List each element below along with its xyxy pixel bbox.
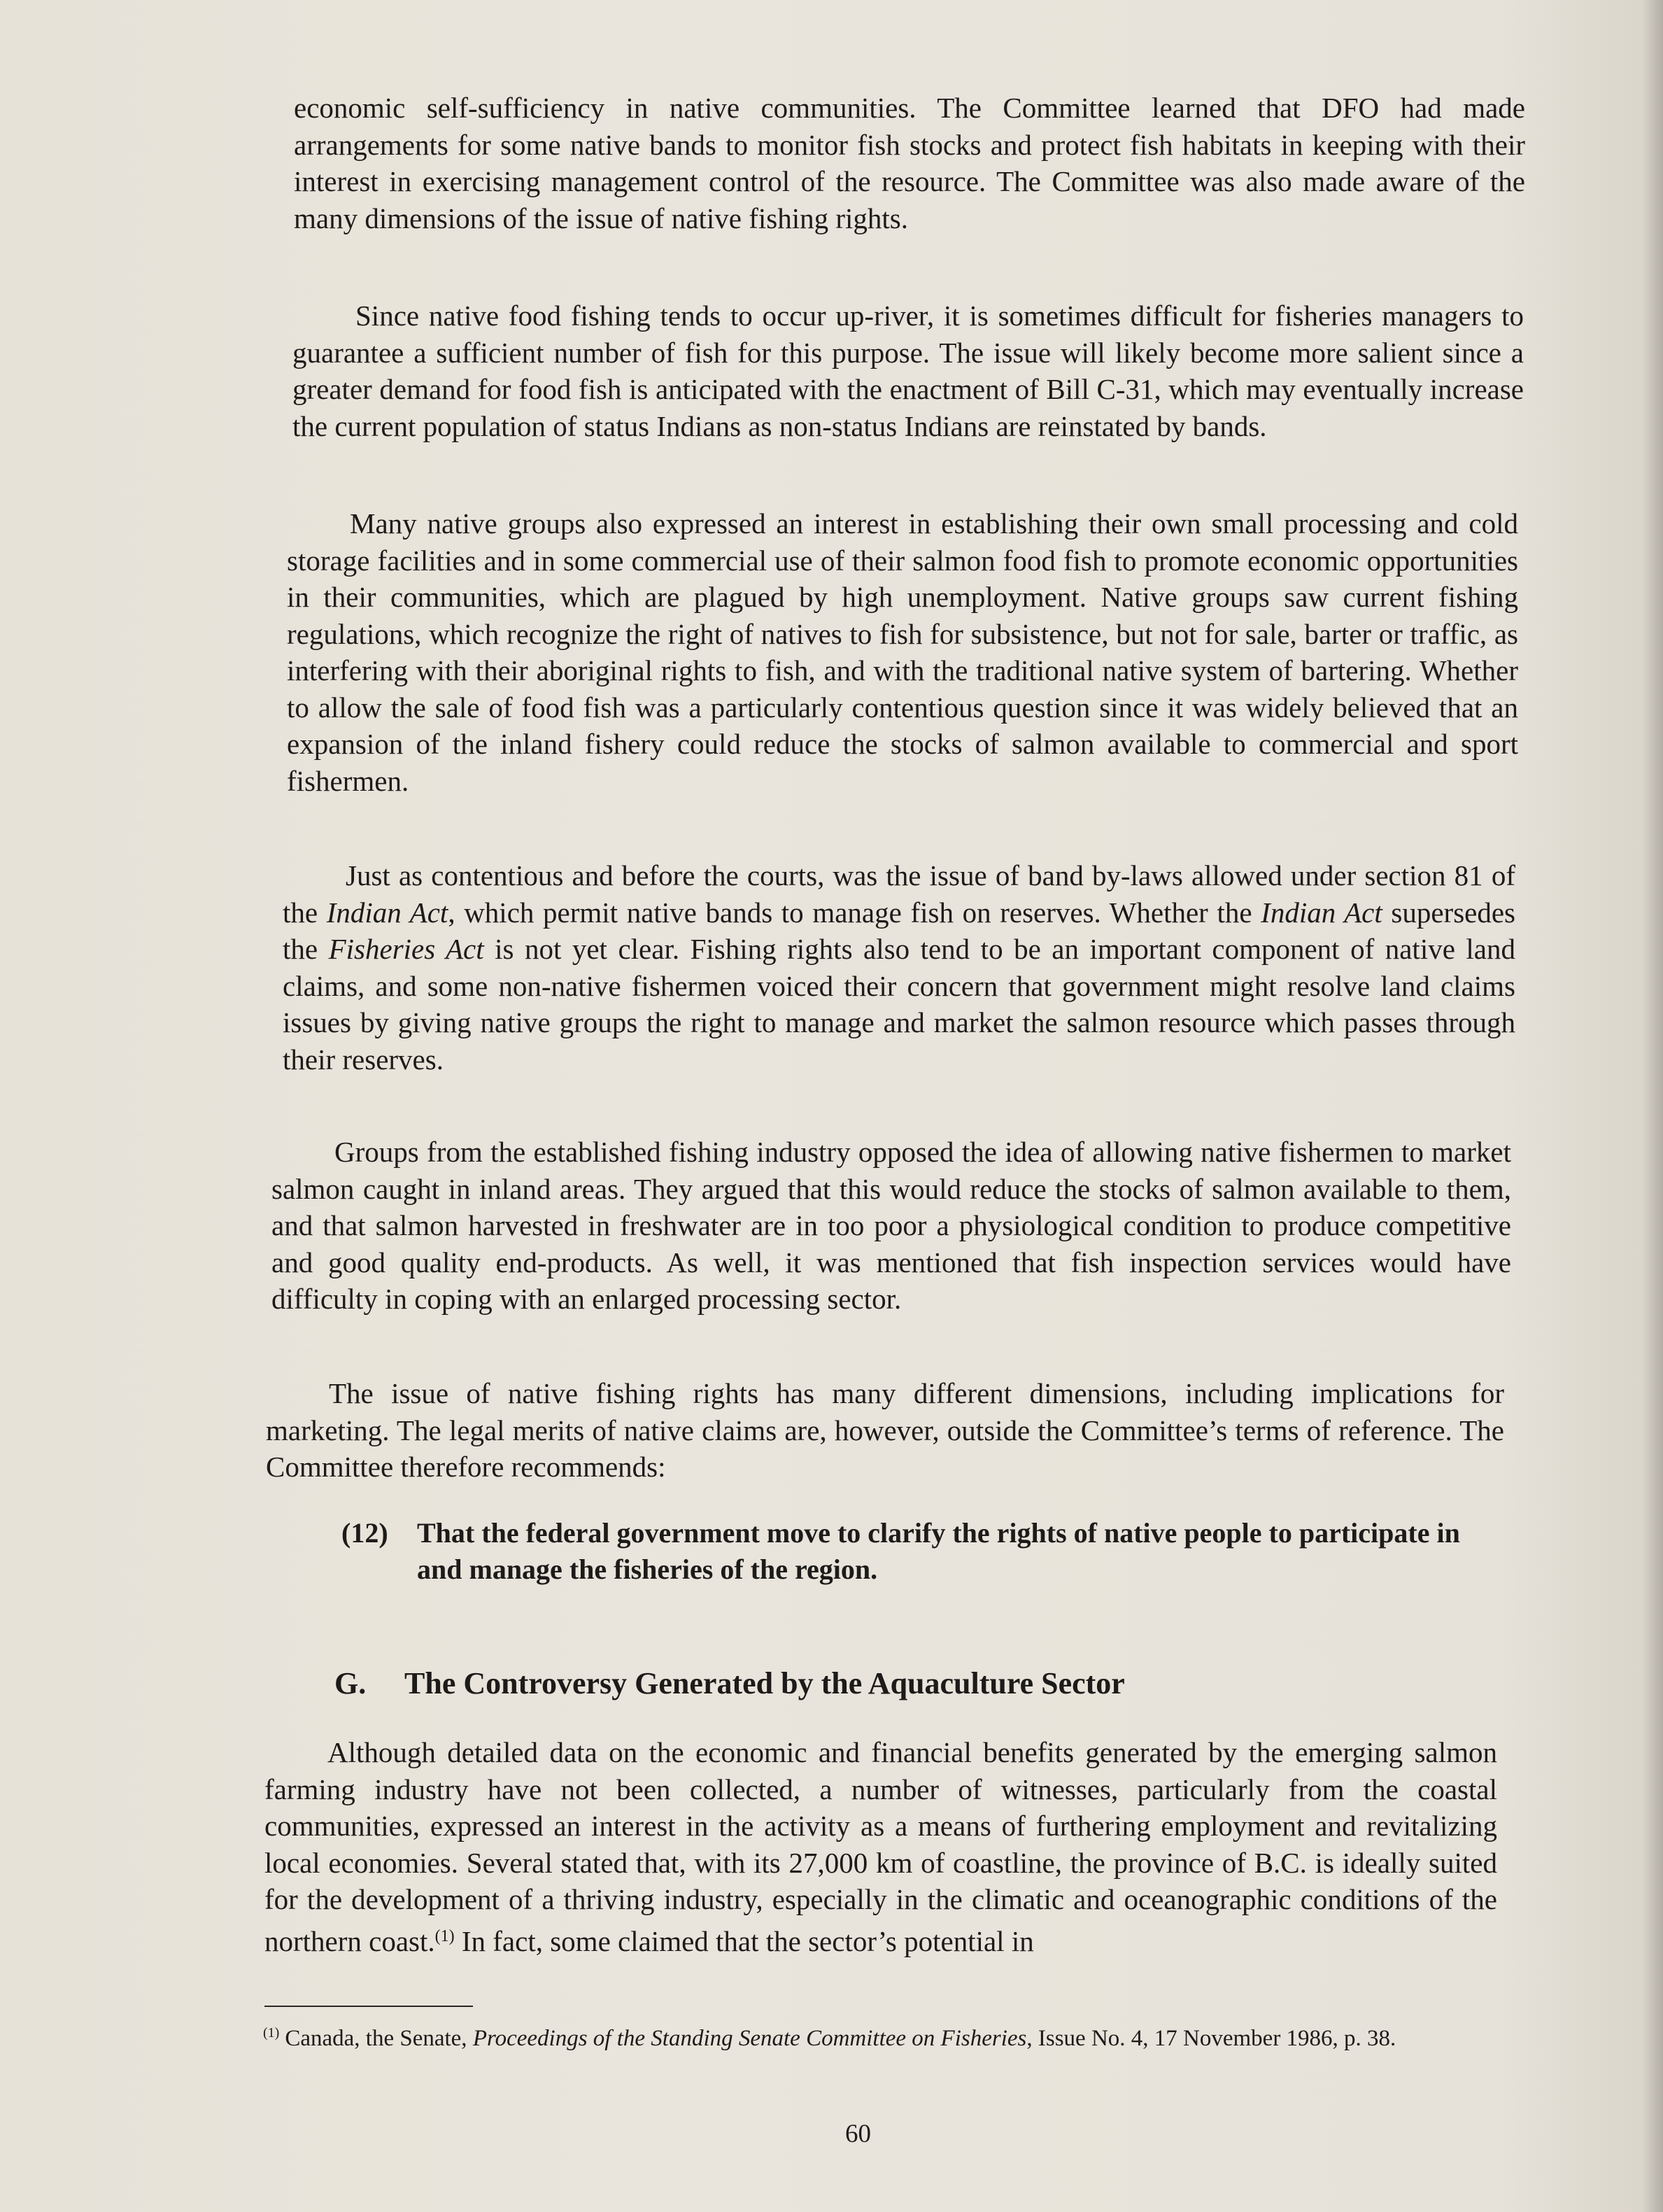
paragraph-5 (271, 1134, 1511, 1318)
recommendation-text: That the federal government move to clarify the rights of native people to participate in and manage the fisheries of the region. (417, 1517, 1460, 1585)
paragraph-4 (283, 857, 1515, 1078)
paragraph-3-text: Many native groups also expressed an interest in establishing their own small processing and cold storage facilities and in some commercial use of their salmon food fish to promote economic opportunities in their communities, which are plagued by high unemployment. Native groups saw current fishing regulations, which recognize the right of natives to fish for subsistence, but not for sale, barter or traffic, as interfering with their aboriginal rights to fish, and with the traditional native system of bartering. Whether to allow the sale of food fish was a particularly contentious question since it was widely believed that an expansion of the inland fishery could reduce the stocks of salmon available to commercial and sport fishermen. (287, 507, 1518, 797)
paragraph-3 (287, 505, 1518, 799)
indian-act-citation: Indian Act (326, 896, 448, 929)
recommendation-12 (341, 1515, 1489, 1588)
section-heading (334, 1664, 1125, 1703)
paragraph-4-text-a: Just as contentious and before the courts, was the issue of band by-laws allowed under section 81 of the (283, 859, 1515, 929)
paragraph-5-text: Groups from the established fishing industry opposed the idea of allowing native fishermen to market salmon caught in inland areas. They argued that this would reduce the stocks of salmon available to them, and that salmon harvested in freshwater are in too poor a physiological condition to produce competitive and good quality end-products. As well, it was mentioned that fish inspection services would have difficulty in coping with an enlarged processing sector. (271, 1136, 1511, 1315)
page-edge-shadow (1642, 0, 1663, 2212)
paragraph-2 (292, 297, 1524, 444)
paragraph-2-text: Since native food fishing tends to occur up-river, it is sometimes difficult for fisheries managers to guarantee a sufficient number of fish for this purpose. The issue will likely become more salient since a greater demand for food fish is anticipated with the enactment of Bill C-31, which may eventually increase the current population of status Indians as non-status Indians are reinstated by bands. (292, 300, 1524, 442)
recommendation-number: (12) (341, 1517, 388, 1549)
footnote-reference[interactable]: (1) (434, 1926, 455, 1945)
paragraph-7-text-b: In fact, some claimed that the sector’s potential in (454, 1924, 1034, 1957)
footnote-mark: (1) (263, 2025, 280, 2041)
section-letter: G. (334, 1666, 367, 1700)
footnote-divider (264, 2006, 473, 2007)
paragraph-7 (264, 1734, 1497, 1959)
indian-act-citation: Indian Act (1261, 896, 1382, 929)
footnote-text-b: , Issue No. 4, 17 November 1986, p. 38. (1026, 2026, 1396, 2051)
paragraph-4-text-b: , which permit native bands to manage fish on reserves. Whether the (448, 896, 1261, 929)
fisheries-act-citation: Fisheries Act (328, 933, 484, 965)
paragraph-1 (294, 90, 1525, 237)
paragraph-6 (266, 1375, 1504, 1486)
paragraph-6-text: The issue of native fishing rights has many different dimensions, including implications for marketing. The legal merits of native claims are, however, outside the Committee’s terms of reference. The Committee therefore recommends: (266, 1377, 1504, 1483)
footnote-citation-title: Proceedings of the Standing Senate Committee on Fisheries (472, 2026, 1027, 2051)
paragraph-4-text-c: supersedes the (283, 896, 1515, 965)
paragraph-1-text: economic self-sufficiency in native communities. The Committee learned that DFO had made arrangements for some native bands to monitor fish stocks and protect fish habitats in keeping with their interest in exercising management control of the resource. The Committee was also made aware of the many dimensions of the issue of native fishing rights. (294, 92, 1525, 234)
footnote-text-a: Canada, the Senate, (285, 2026, 473, 2051)
footnote (263, 2019, 1492, 2052)
paragraph-7-text-a: Although detailed data on the economic and financial benefits generated by the emerging salmon farming industry have not been collected, a number of witnesses, particularly from the coastal communities, expressed an interest in the activity as a means of furthering employment and revitalizing local economies. Several stated that, with its 27,000 km of coastline, the province of B.C. is ideally suited for the development of a thriving industry, especially in the climatic and oceanographic conditions of the northern coast. (264, 1736, 1497, 1957)
paragraph-4-text-d: is not yet clear. Fishing rights also tend to be an important component of native land claims, and some non-native fishermen voiced their concern that government might resolve land claims issues by giving native groups the right to manage and market the salmon resource which passes through their reserves. (283, 933, 1516, 1076)
page-number: 60 (845, 2120, 871, 2148)
section-title: The Controversy Generated by the Aquaculture Sector (404, 1666, 1125, 1700)
